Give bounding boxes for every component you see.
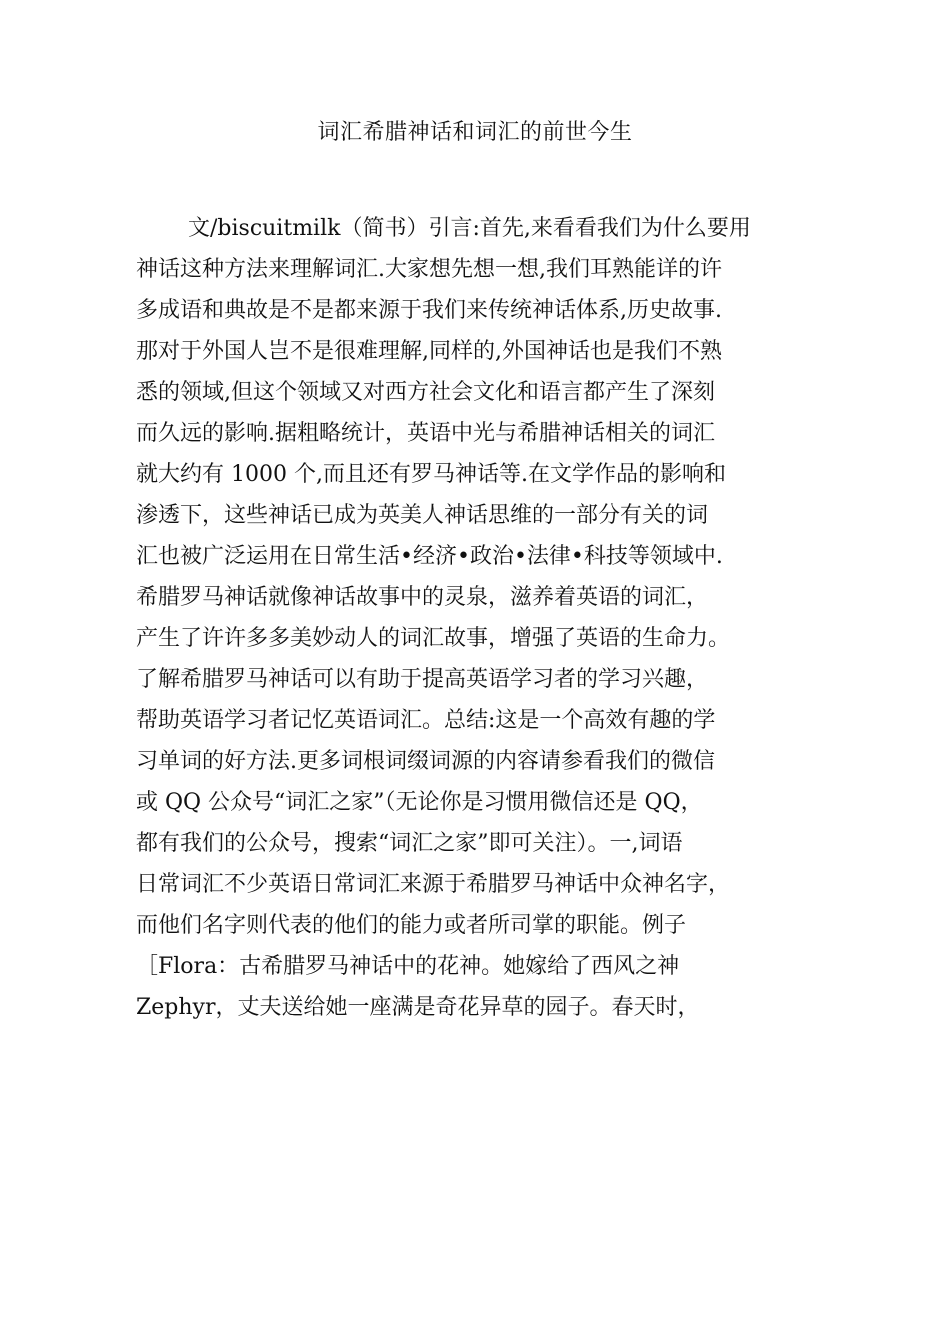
body-line: 文/biscuitmilk（简书）引言:首先,来看看我们为什么要用: [188, 216, 751, 241]
body-line: 日常词汇不少英语日常词汇来源于希腊罗马神话中众神名字，: [136, 872, 731, 897]
document-body: [136, 208, 826, 1028]
body-line: 悉的领域,但这个领域又对西方社会文化和语言都产生了深刻: [136, 380, 715, 405]
body-line: 而他们名字则代表的他们的能力或者所司掌的职能。例子: [136, 913, 687, 938]
body-line: Zephyr，丈夫送给她一座满是奇花异草的园子。春天时，: [136, 995, 700, 1020]
body-line: 帮助英语学习者记忆英语词汇。总结:这是一个高效有趣的学: [136, 708, 716, 733]
document-title: 词汇希腊神话和词汇的前世今生: [317, 120, 633, 145]
body-line: 那对于外国人岂不是很难理解,同样的,外国神话也是我们不熟: [136, 339, 722, 364]
body-line: 渗透下，这些神话已成为英美人神话思维的一部分有关的词: [136, 503, 709, 528]
body-line: 了解希腊罗马神话可以有助于提高英语学习者的学习兴趣，: [136, 667, 709, 692]
body-line: 就大约有 1000 个,而且还有罗马神话等.在文学作品的影响和: [136, 462, 726, 487]
body-line: 神话这种方法来理解词汇.大家想先想一想,我们耳熟能详的许: [136, 257, 722, 282]
body-line: 习单词的好方法.更多词根词缀词源的内容请参看我们的微信: [136, 749, 715, 774]
body-line: 多成语和典故是不是都来源于我们来传统神话体系,历史故事.: [136, 298, 722, 323]
body-line: 或 QQ 公众号“词汇之家”（无论你是习惯用微信还是 QQ，: [136, 790, 703, 815]
body-line: 汇也被广泛运用在日常生活•经济•政治•法律•科技等领域中.: [136, 544, 723, 569]
body-line: ［Flora：古希腊罗马神话中的花神。她嫁给了西风之神: [136, 954, 680, 979]
body-line: 希腊罗马神话就像神话故事中的灵泉，滋养着英语的词汇，: [136, 585, 709, 610]
body-line: 而久远的影响.据粗略统计，英语中光与希腊神话相关的词汇: [136, 421, 715, 446]
body-line: 产生了许许多多美妙动人的词汇故事，增强了英语的生命力。: [136, 626, 731, 651]
body-line: 都有我们的公众号，搜索“词汇之家”即可关注）。一,词语: [136, 831, 683, 856]
